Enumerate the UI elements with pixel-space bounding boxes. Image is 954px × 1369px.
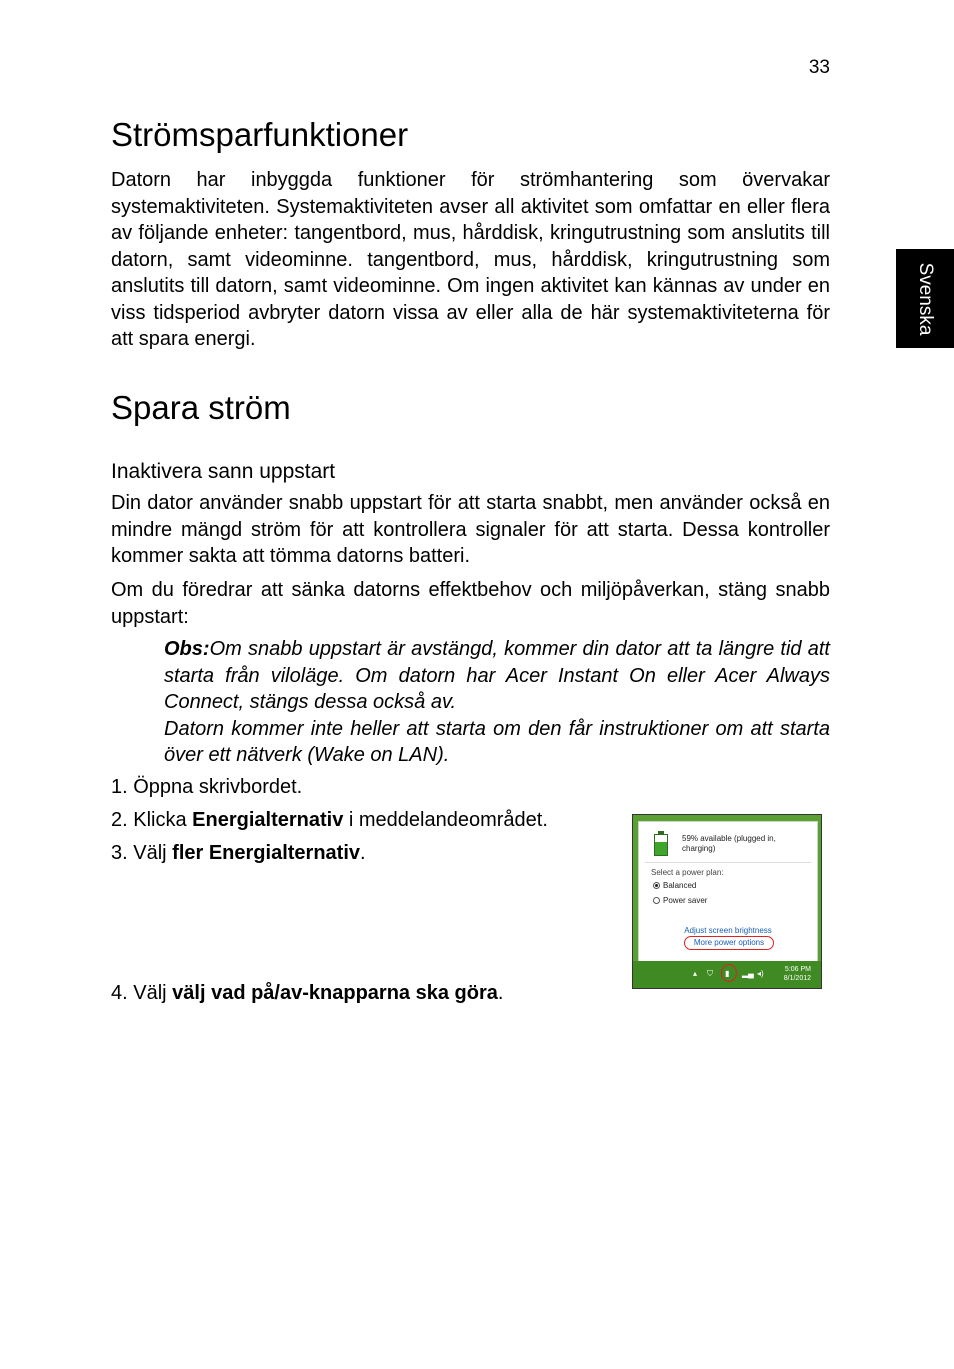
section-title-power-functions: Strömsparfunktioner — [111, 116, 409, 153]
note-block — [164, 636, 830, 769]
power-functions-paragraph: Datorn har inbyggda funktioner för strömhantering som övervakar systemaktiviteten. Systemaktiviteten avser all aktivitet som omfattar en eller flera av följande enheter: tangentbord, mus, hårddisk, kringutrustning som anslutits till datorn, samt videominne. tangentbord, mus, hårddisk, kringutrustning som anslutits till datorn, samt videominne. Om ingen aktivitet kan kännas av under en viss tidsperiod avbryter datorn vissa av eller alla de här systemaktiviteterna för att spara energi. — [111, 169, 830, 350]
step-emphasis: Energialternativ — [192, 809, 344, 831]
battery-icon — [654, 834, 668, 856]
taskbar — [633, 961, 821, 988]
page-number: 33 — [808, 57, 830, 78]
step-3 — [111, 840, 366, 866]
plan-power-saver[interactable] — [653, 896, 707, 905]
clock[interactable] — [784, 965, 811, 983]
step-4 — [111, 980, 503, 1006]
step-number: 1. — [111, 776, 128, 798]
language-tab-label: Svenska — [915, 262, 936, 335]
subsection-title: Inaktivera sann uppstart — [111, 460, 336, 483]
section-title-save-power: Spara ström — [111, 389, 291, 426]
step-number: 4. — [111, 982, 128, 1004]
step-1 — [111, 774, 302, 800]
step-text-after: . — [360, 842, 366, 864]
radio-unselected-icon — [653, 897, 660, 904]
step-number: 2. — [111, 809, 128, 831]
disable-fast-startup-paragraph: Om du föredrar att sänka datorns effektbehov och miljöpåverkan, stäng snabb uppstart: — [111, 579, 830, 628]
step-emphasis: fler Energialternativ — [172, 842, 360, 864]
power-flyout-panel — [638, 821, 818, 963]
speaker-icon[interactable]: ◂) — [757, 969, 764, 978]
note-text-2: Datorn kommer inte heller att starta om den får instruktioner om att starta över ett nätverk (Wake on LAN). — [164, 717, 830, 766]
power-plug-icon[interactable]: ▮ — [725, 969, 730, 978]
adjust-brightness-link[interactable]: Adjust screen brightness — [684, 926, 772, 935]
power-flyout-screenshot — [632, 814, 822, 989]
plan-label: Power saver — [663, 896, 708, 905]
battery-status: 59% available (plugged in, charging) — [682, 834, 776, 853]
shield-icon[interactable]: ⛉ — [707, 969, 713, 978]
highlight-circle — [721, 964, 737, 982]
step-text: Öppna skrivbordet. — [133, 776, 303, 798]
step-2 — [111, 807, 548, 833]
radio-selected-icon — [653, 882, 660, 889]
step-emphasis: välj vad på/av-knapparna ska göra — [172, 982, 498, 1004]
step-text-after: i meddelandeområdet. — [343, 809, 548, 831]
tray-arrow-icon[interactable]: ▴ — [693, 969, 698, 978]
network-icon[interactable]: ▂▄ — [742, 969, 754, 978]
divider — [645, 862, 811, 863]
note-text-1: Om snabb uppstart är avstängd, kommer din dator att ta längre tid att starta från viloläge. Om datorn har Acer Instant On eller Acer Always Connect, stängs dessa också av. — [164, 638, 830, 713]
fast-startup-paragraph: Din dator använder snabb uppstart för att starta snabbt, men använder också en mindre mängd ström för att kontrollera signaler för att starta. Dessa kontroller kommer sakta att tömma datorns batteri. — [111, 492, 830, 567]
step-text: Klicka — [133, 809, 193, 831]
plan-label: Balanced — [663, 881, 697, 890]
language-tab — [896, 249, 954, 348]
clock-time: 5:06 PM — [784, 966, 811, 973]
plan-balanced[interactable] — [653, 881, 696, 890]
power-plan-label: Select a power plan: — [651, 868, 724, 877]
step-text-after: . — [497, 982, 504, 1004]
note-label: Obs: — [164, 638, 210, 660]
clock-date: 8/1/2012 — [783, 975, 811, 982]
step-text: Välj — [133, 982, 173, 1004]
more-power-options-link[interactable]: More power options — [684, 936, 774, 950]
step-text: Välj — [133, 842, 173, 864]
step-number: 3. — [111, 842, 128, 864]
